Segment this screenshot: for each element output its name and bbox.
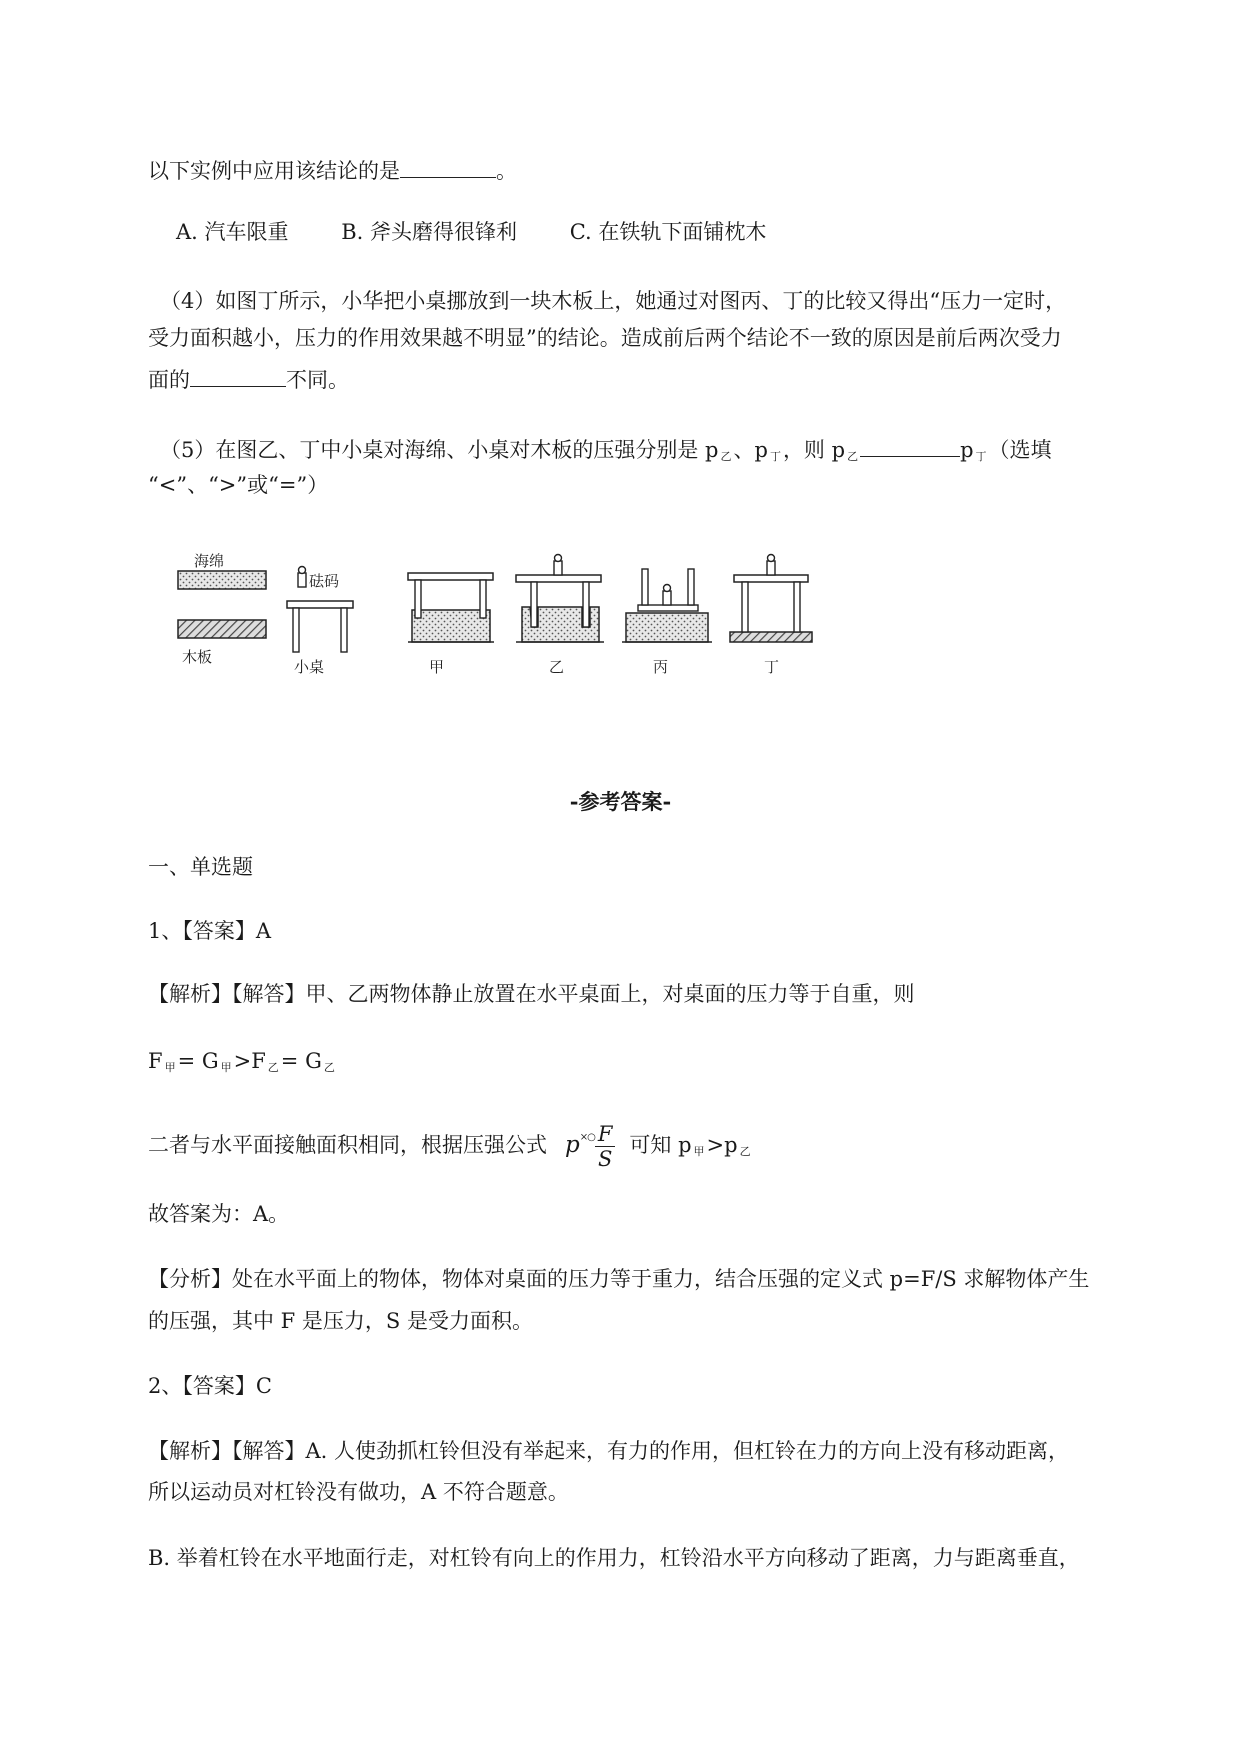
q4-line3 <box>148 362 1148 398</box>
setup-yi <box>516 555 604 643</box>
answer-1-note-line1: 【分析】处在水平面上的物体，物体对桌面的压力等于重力，结合压强的定义式 p=F/S 求解物体产生 <box>148 1267 1090 1291</box>
q4-answer-blank[interactable] <box>190 362 286 387</box>
experiment-figure <box>176 545 860 683</box>
formula-post: 可知 p <box>629 1133 692 1157</box>
q5-pre: （5）在图乙、丁中小桌对海绵、小桌对木板的压强分别是 p <box>160 438 719 462</box>
q4-line3-pre: 面的 <box>148 368 190 392</box>
q5-sub3: 乙 <box>847 450 859 463</box>
formula-p: p <box>565 1132 580 1158</box>
label-board: 木板 <box>182 648 213 666</box>
legend-table <box>287 601 353 652</box>
eq-g1: = G <box>177 1049 219 1073</box>
label-ding: 丁 <box>764 658 780 676</box>
eq-sub3: 乙 <box>267 1061 279 1074</box>
formula-denominator: S <box>597 1147 613 1171</box>
q3-answer-blank[interactable] <box>400 153 496 178</box>
section-single-choice: 一、单选题 <box>148 855 253 879</box>
option-a: A. 汽车限重 <box>176 220 289 244</box>
label-bing: 丙 <box>653 658 669 676</box>
eq-sub1: 甲 <box>164 1061 176 1074</box>
eq-f2: >F <box>233 1049 266 1073</box>
answer-2-head: 2、【答案】C <box>148 1374 272 1398</box>
formula-gt: >p <box>706 1133 738 1157</box>
option-b: B. 斧头磨得很锋利 <box>341 220 518 244</box>
q5-sub2: 丁 <box>769 450 781 463</box>
eq-sub2: 甲 <box>220 1061 232 1074</box>
q4-line2: 受力面积越小，压力的作用效果越不明显”的结论。造成前后两个结论不一致的原因是前后两次受力 <box>148 326 1062 350</box>
q5-end: （选填 <box>988 438 1052 462</box>
label-sponge: 海绵 <box>194 552 225 570</box>
formula-eq-glyph: ×○ <box>579 1132 595 1143</box>
answer-1-note-line2: 的压强，其中 F 是压力，S 是受力面积。 <box>148 1309 533 1333</box>
setup-ding <box>730 555 812 643</box>
q5-mid2: ，则 p <box>782 438 846 462</box>
q4-line1: （4）如图丁所示，小华把小桌挪放到一块木板上，她通过对图丙、丁的比较又得出“压力一定时， <box>160 289 1067 313</box>
legend-board <box>178 620 266 638</box>
answer-1-equation <box>148 1044 1148 1085</box>
eq-sub4: 乙 <box>323 1061 335 1074</box>
q3-prompt <box>148 153 1148 189</box>
q5-sub4: 丁 <box>975 450 987 463</box>
label-jia: 甲 <box>429 658 445 676</box>
q5-sub1: 乙 <box>720 450 732 463</box>
answer-1-analysis: 【解析】【解答】甲、乙两物体静止放置在水平桌面上，对桌面的压力等于自重，则 <box>148 982 915 1006</box>
q4-line3-post: 不同。 <box>286 368 349 392</box>
formula-sub2: 乙 <box>739 1145 751 1158</box>
label-weight: 砝码 <box>309 572 340 590</box>
label-table: 小桌 <box>294 658 325 676</box>
eq-g2: = G <box>280 1049 322 1073</box>
answer-2-line3: B. 举着杠铃在水平地面行走，对杠铃有向上的作用力，杠铃沿水平方向移动了距离，力与距离垂直， <box>148 1546 1080 1570</box>
q3-prompt-text: 以下实例中应用该结论的是 <box>148 159 400 183</box>
q5-answer-blank[interactable] <box>860 432 960 457</box>
option-c: C. 在铁轨下面铺枕木 <box>569 220 767 244</box>
q5-line2: “<”、“>”或“=”） <box>148 473 329 497</box>
answer-1-conclusion: 故答案为：A。 <box>148 1202 290 1226</box>
setup-jia <box>408 573 494 642</box>
q3-period: 。 <box>496 159 517 183</box>
eq-f1: F <box>148 1049 163 1073</box>
answer-2-line2: 所以运动员对杠铃没有做功，A 不符合题意。 <box>148 1480 569 1504</box>
answer-2-line1: 【解析】【解答】A. 人使劲抓杠铃但没有举起来，有力的作用，但杠铃在力的方向上没有移动距离， <box>148 1439 1070 1463</box>
formula-fraction <box>595 1122 616 1171</box>
answer-1-head: 1、【答案】A <box>148 919 272 943</box>
q3-options <box>176 215 1176 250</box>
formula-numerator: F <box>595 1122 616 1147</box>
formula-sub1: 甲 <box>693 1145 705 1158</box>
setup-bing <box>622 569 712 642</box>
q5-mid1: 、p <box>733 438 768 462</box>
legend-weight <box>298 567 306 588</box>
q5-post: p <box>960 438 974 462</box>
label-yi: 乙 <box>549 658 565 676</box>
legend-sponge <box>178 571 266 589</box>
formula-pre: 二者与水平面接触面积相同，根据压强公式 <box>148 1133 547 1157</box>
answers-title: -参考答案- <box>569 789 672 814</box>
answer-1-formula <box>148 1112 1148 1178</box>
